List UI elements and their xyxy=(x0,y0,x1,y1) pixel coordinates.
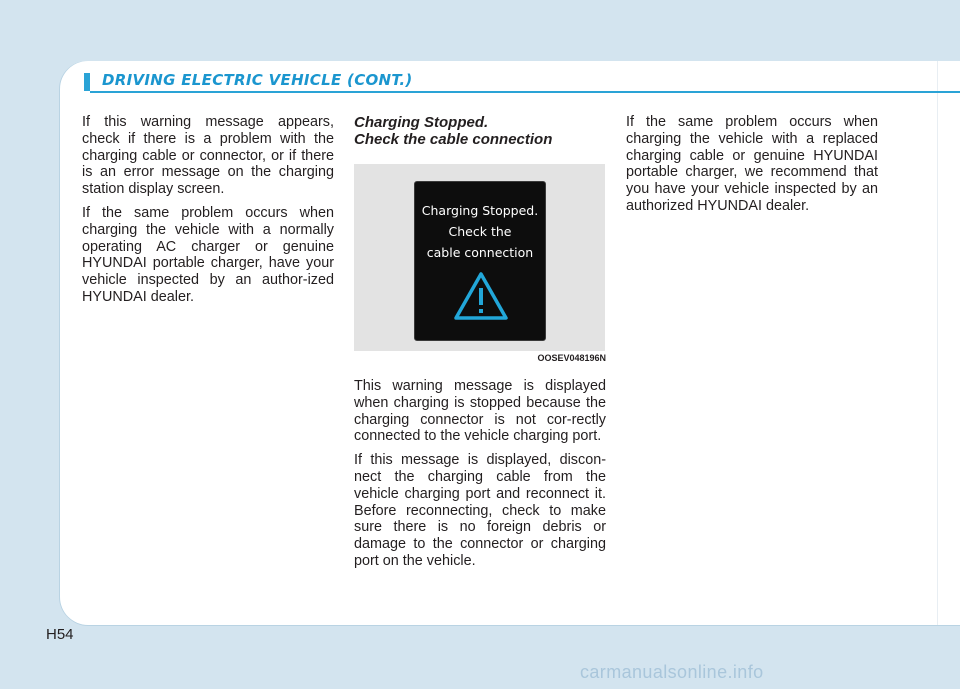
figure-code: OOSEV048196N xyxy=(537,353,606,363)
heading-line: Check the cable connection xyxy=(354,131,553,148)
column-left xyxy=(82,114,334,313)
cluster-display xyxy=(414,181,546,341)
paragraph: If this message is displayed, discon-nect the charging cable from the vehicle charging port and reconnect it. Before reconnecting, check to make sure there is no foreign debris or damage to the connector or charging port on the vehicle. xyxy=(354,452,606,569)
paragraph: This warning message is displayed when charging is stopped because the charging connector is not cor-rectly connected to the vehicle charging port. xyxy=(354,378,606,445)
paragraph: If the same problem occurs when charging the vehicle with a normally operating AC charger or genuine HYUNDAI portable charger, have your vehicle inspected by an author-ized HYUNDAI dealer. xyxy=(82,204,334,305)
paragraph: If this warning message appears, check if there is a problem with the charging cable or connector, or if there is an error message on the charging station display screen. xyxy=(82,114,334,198)
cluster-figure xyxy=(354,164,605,351)
warning-triangle-icon xyxy=(453,270,509,322)
column-right xyxy=(626,114,878,222)
message-heading xyxy=(354,114,606,148)
heading-line: Charging Stopped. xyxy=(354,114,489,131)
display-text: Charging Stopped. xyxy=(421,203,539,218)
paragraph: If the same problem occurs when charging the vehicle with a replaced charging cable or genuine HYUNDAI portable charger, we recommend that you have your vehicle inspected by an authorized HYUNDAI dealer. xyxy=(626,114,878,214)
display-text: Check the xyxy=(448,224,512,239)
section-marker xyxy=(84,73,90,91)
page-number: H54 xyxy=(46,626,74,643)
column-middle xyxy=(354,114,606,577)
margin-line xyxy=(937,61,938,625)
display-text: cable connection xyxy=(426,245,534,260)
section-rule xyxy=(90,91,960,93)
watermark: carmanualsonline.info xyxy=(580,662,764,682)
section-title: DRIVING ELECTRIC VEHICLE (CONT.) xyxy=(102,71,413,89)
